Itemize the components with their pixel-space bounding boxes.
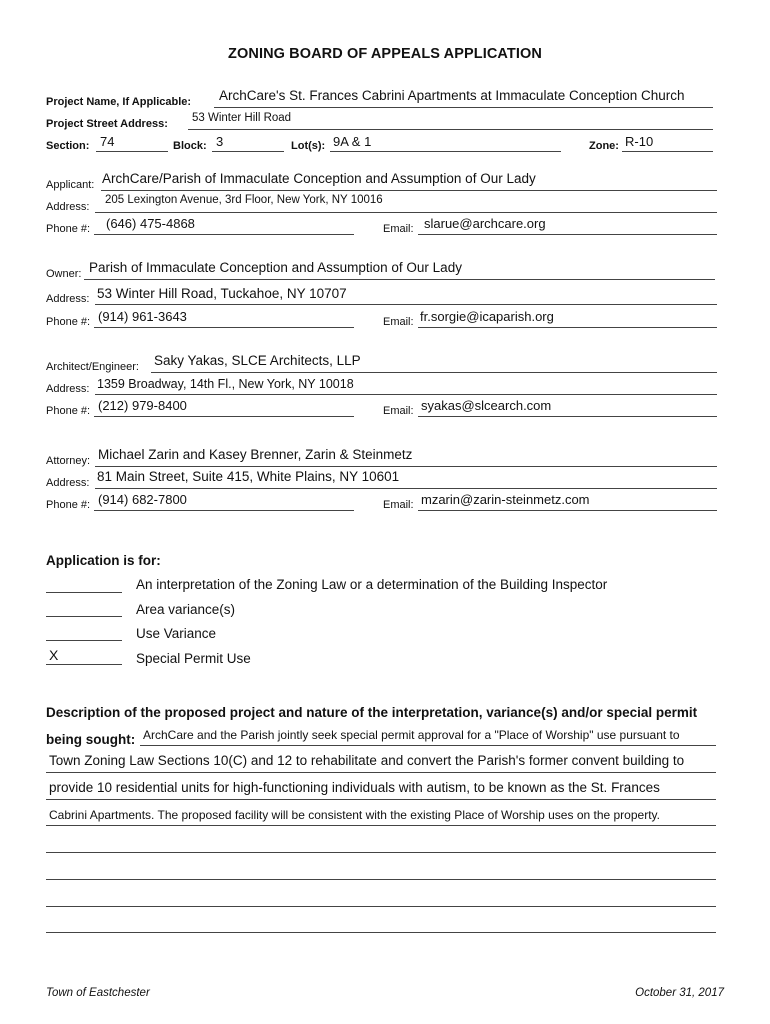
lots-field[interactable]: 9A & 1: [333, 134, 372, 149]
applicant-email-field[interactable]: slarue@archcare.org: [424, 216, 546, 231]
owner-email-label: Email:: [383, 316, 414, 328]
architect-address-field[interactable]: 1359 Broadway, 14th Fl., New York, NY 10018: [97, 377, 354, 391]
owner-address-line: [95, 304, 717, 305]
applicant-field[interactable]: ArchCare/Parish of Immaculate Conception and Assumption of Our Lady: [102, 171, 536, 186]
applicant-label: Applicant:: [46, 179, 95, 191]
architect-email-field[interactable]: syakas@slcearch.com: [421, 398, 552, 413]
attorney-phone-line: [94, 510, 354, 511]
description-line: [46, 799, 716, 800]
architect-phone-label: Phone #:: [46, 405, 91, 417]
architect-email-line: [418, 416, 717, 417]
architect-address-label: Address:: [46, 383, 90, 395]
attorney-address-label: Address:: [46, 477, 90, 489]
zone-label: Zone:: [589, 140, 619, 152]
attorney-label: Attorney:: [46, 455, 91, 467]
architect-phone-line: [94, 416, 354, 417]
applicant-phone-line: [94, 234, 354, 235]
option-special-permit: Special Permit Use: [136, 651, 251, 666]
project-name-label: Project Name, If Applicable:: [46, 96, 192, 108]
description-text-line[interactable]: provide 10 residential units for high-functioning individuals with autism, to be known as the St. Frances: [49, 780, 660, 795]
project-street-label: Project Street Address:: [46, 118, 168, 130]
block-line: [212, 151, 284, 152]
owner-phone-field[interactable]: (914) 961-3643: [98, 309, 187, 324]
attorney-email-line: [418, 510, 717, 511]
description-blank-line[interactable]: [46, 932, 716, 933]
option-blank-line: [46, 592, 122, 593]
block-label: Block:: [173, 140, 207, 152]
architect-email-label: Email:: [383, 405, 414, 417]
description-text-line[interactable]: Cabrini Apartments. The proposed facility will be consistent with the existing Place of Worship uses on the property.: [49, 808, 660, 822]
section-line: [96, 151, 168, 152]
description-text-line[interactable]: Town Zoning Law Sections 10(C) and 12 to rehabilitate and convert the Parish's former convent building to: [49, 753, 685, 768]
option-blank-line: [46, 664, 122, 665]
description-text-line[interactable]: ArchCare and the Parish jointly seek special permit approval for a "Place of Worship" use pursuant to: [143, 728, 680, 742]
description-blank-line[interactable]: [46, 852, 716, 853]
block-field[interactable]: 3: [216, 134, 224, 149]
owner-email-line: [418, 327, 717, 328]
project-street-line: [188, 129, 713, 130]
footer-date: October 31, 2017: [635, 987, 724, 999]
owner-field[interactable]: Parish of Immaculate Conception and Assumption of Our Lady: [89, 260, 462, 275]
option-blank-line: [46, 616, 122, 617]
applicant-address-label: Address:: [46, 201, 90, 213]
description-heading: Description of the proposed project and nature of the interpretation, variance(s) and/or special permit: [46, 705, 698, 720]
applicant-email-line: [418, 234, 717, 235]
description-blank-line[interactable]: [46, 879, 716, 880]
description-line: [46, 772, 716, 773]
application-for-heading: Application is for:: [46, 553, 161, 568]
attorney-address-field[interactable]: 81 Main Street, Suite 415, White Plains, NY 10601: [97, 469, 400, 484]
applicant-line: [101, 190, 717, 191]
lots-label: Lot(s):: [291, 140, 326, 152]
section-label: Section:: [46, 140, 90, 152]
architect-line: [151, 372, 717, 373]
option-mark[interactable]: X: [49, 647, 59, 663]
owner-phone-label: Phone #:: [46, 316, 91, 328]
owner-phone-line: [94, 327, 354, 328]
attorney-email-label: Email:: [383, 499, 414, 511]
project-name-field[interactable]: ArchCare's St. Frances Cabrini Apartments at Immaculate Conception Church: [219, 88, 685, 103]
attorney-phone-label: Phone #:: [46, 499, 91, 511]
description-line: [140, 745, 716, 746]
applicant-phone-label: Phone #:: [46, 223, 91, 235]
zone-field[interactable]: R-10: [625, 134, 654, 149]
section-field[interactable]: 74: [100, 134, 115, 149]
attorney-field[interactable]: Michael Zarin and Kasey Brenner, Zarin & Steinmetz: [98, 447, 413, 462]
description-line: [46, 825, 716, 826]
description-heading-cont: being sought:: [46, 732, 136, 747]
owner-label: Owner:: [46, 268, 82, 280]
architect-label: Architect/Engineer:: [46, 361, 139, 373]
architect-address-line: [95, 394, 717, 395]
option-interpretation: An interpretation of the Zoning Law or a determination of the Building Inspector: [136, 577, 608, 592]
architect-field[interactable]: Saky Yakas, SLCE Architects, LLP: [154, 353, 361, 368]
applicant-address-field[interactable]: 205 Lexington Avenue, 3rd Floor, New York, NY 10016: [105, 194, 383, 206]
applicant-phone-field[interactable]: (646) 475-4868: [106, 216, 195, 231]
attorney-email-field[interactable]: mzarin@zarin-steinmetz.com: [421, 492, 590, 507]
project-name-line: [214, 107, 713, 108]
option-blank-line: [46, 640, 122, 641]
attorney-line: [95, 466, 717, 467]
zone-line: [622, 151, 713, 152]
owner-line: [84, 279, 715, 280]
attorney-phone-field[interactable]: (914) 682-7800: [98, 492, 187, 507]
option-area-variance: Area variance(s): [136, 602, 236, 617]
page-title: ZONING BOARD OF APPEALS APPLICATION: [228, 46, 542, 62]
option-use-variance: Use Variance: [136, 626, 217, 641]
owner-email-field[interactable]: fr.sorgie@icaparish.org: [420, 309, 554, 324]
applicant-address-line: [95, 212, 717, 213]
footer-town: Town of Eastchester: [46, 987, 150, 999]
lots-line: [330, 151, 561, 152]
owner-address-label: Address:: [46, 293, 90, 305]
project-street-field[interactable]: 53 Winter Hill Road: [192, 112, 292, 124]
applicant-email-label: Email:: [383, 223, 414, 235]
attorney-address-line: [95, 488, 717, 489]
architect-phone-field[interactable]: (212) 979-8400: [98, 398, 187, 413]
owner-address-field[interactable]: 53 Winter Hill Road, Tuckahoe, NY 10707: [97, 286, 347, 301]
description-blank-line[interactable]: [46, 906, 716, 907]
